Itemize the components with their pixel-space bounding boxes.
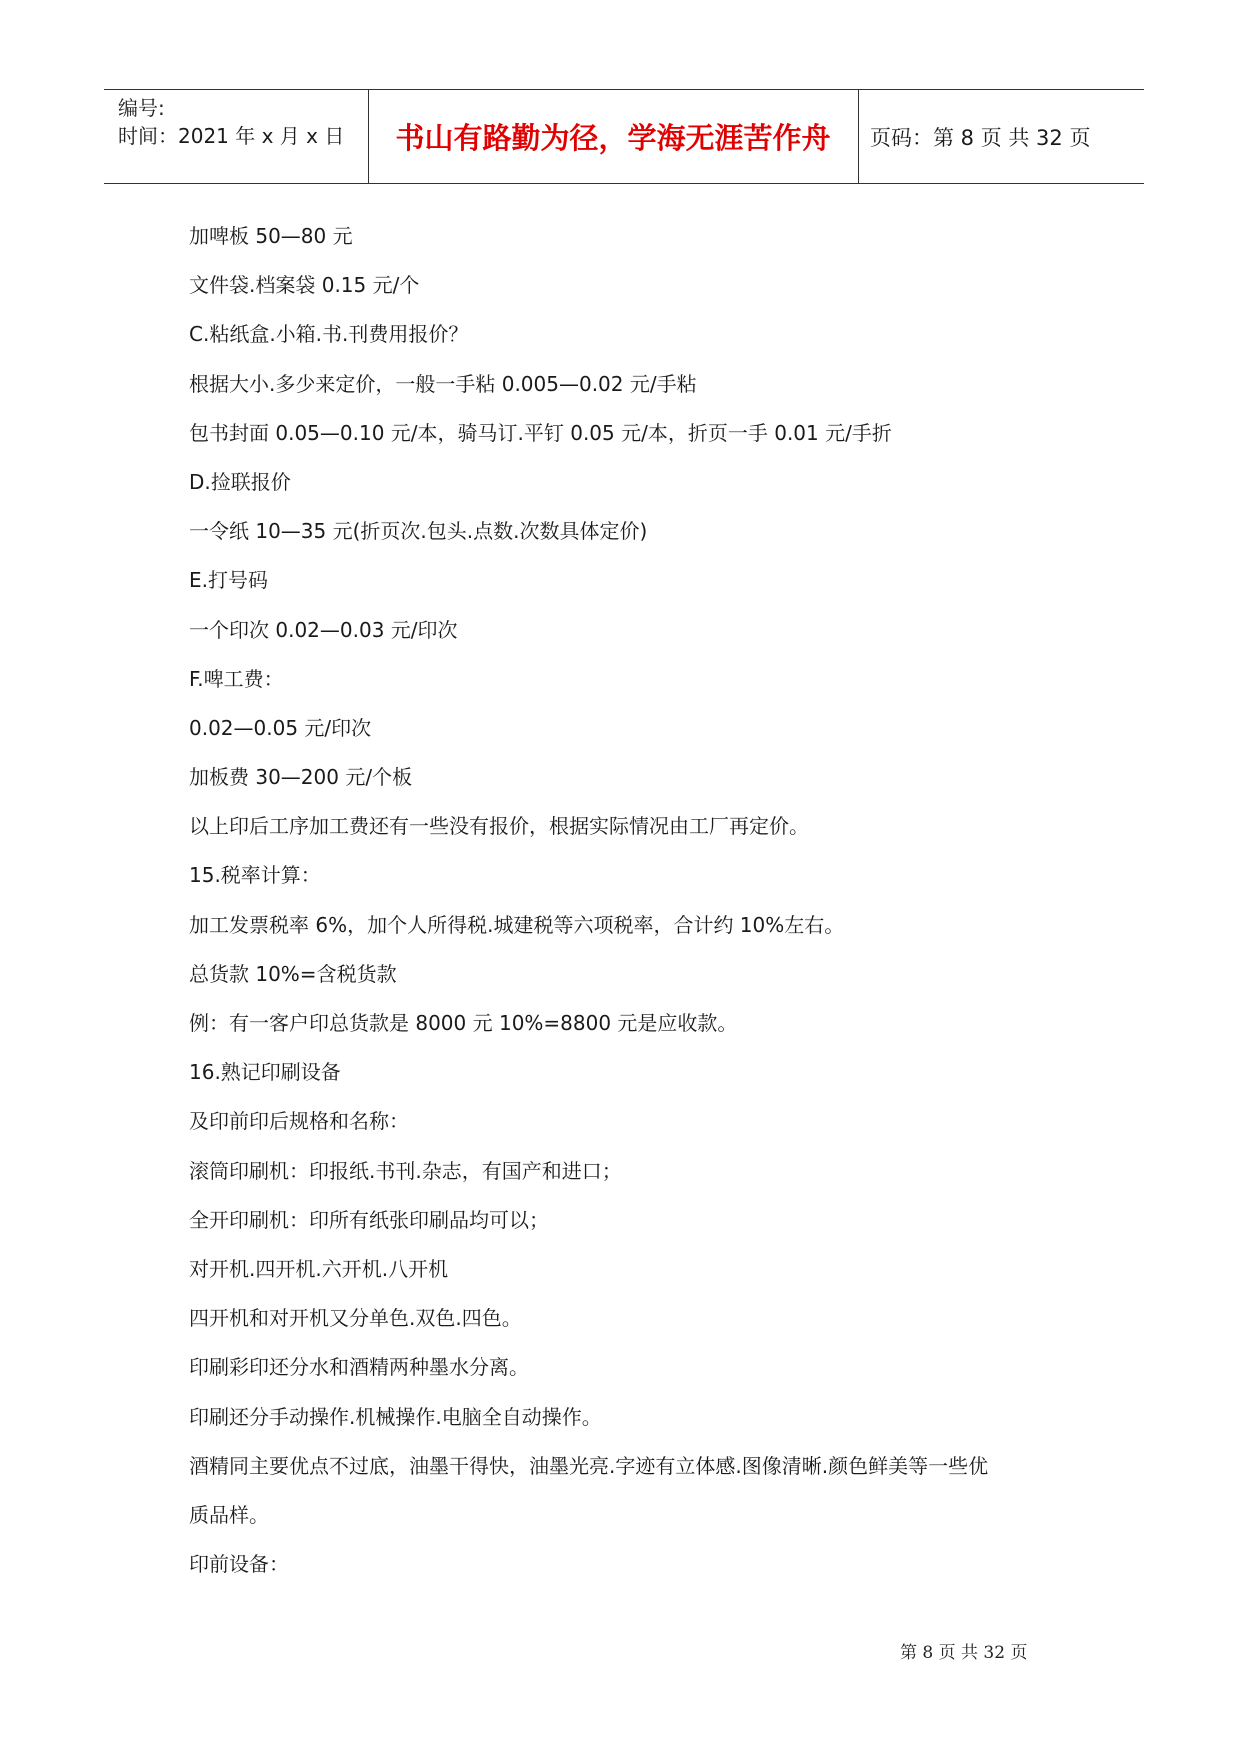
section-heading: 15.税率计算：	[189, 863, 321, 888]
header-divider-right	[858, 90, 859, 183]
body-line: 包书封面 0.05—0.10 元/本，骑马订.平钉 0.05 元/本，折页一手 0.01 元/手折	[189, 420, 892, 445]
body-line: 加工发票税率 6%，加个人所得税.城建税等六项税率，合计约 10%左右。	[189, 912, 845, 937]
document-header	[104, 89, 1144, 184]
body-line: 一个印次 0.02—0.03 元/印次	[189, 617, 458, 642]
body-line: 印刷还分手动操作.机械操作.电脑全自动操作。	[189, 1404, 602, 1429]
body-line: 加板费 30—200 元/个板	[189, 765, 413, 790]
body-line: 全开印刷机：印所有纸张印刷品均可以；	[189, 1207, 549, 1232]
section-heading: C.粘纸盒.小箱.书.刊费用报价？	[189, 322, 469, 347]
section-heading: D.捡联报价	[189, 469, 291, 494]
body-line: 总货款 10%=含税货款	[189, 961, 397, 986]
date-label: 时间：2021 年 x 月 x 日	[118, 124, 345, 148]
body-line: 对开机.四开机.六开机.八开机	[189, 1256, 449, 1281]
page-footer: 第 8 页 共 32 页	[900, 1643, 1028, 1663]
body-line: 及印前印后规格和名称：	[189, 1109, 409, 1134]
header-meta	[118, 94, 344, 150]
body-line: 例：有一客户印总货款是 8000 元 10%=8800 元是应收款。	[189, 1011, 738, 1035]
body-line: 加啤板 50—80 元	[189, 224, 353, 248]
body-line: 以上印后工序加工费还有一些没有报价，根据实际情况由工厂再定价。	[189, 814, 809, 839]
section-heading: F.啤工费：	[189, 666, 284, 691]
section-heading: 16.熟记印刷设备	[189, 1060, 341, 1085]
document-body	[189, 218, 1069, 1595]
header-page-number: 页码：第 8 页 共 32 页	[870, 125, 1091, 150]
body-line: 根据大小.多少来定价，一般一手粘 0.005—0.02 元/手粘	[189, 371, 697, 396]
serial-number-label: 编号:	[118, 96, 165, 120]
body-line: 滚筒印刷机：印报纸.书刊.杂志，有国产和进口；	[189, 1158, 622, 1183]
body-line: 四开机和对开机又分单色.双色.四色。	[189, 1306, 522, 1331]
body-line: 质品样。	[189, 1502, 269, 1527]
body-line: 酒精同主要优点不过底，油墨干得快，油墨光亮.字迹有立体感.图像清晰.颜色鲜美等一些优	[189, 1453, 989, 1478]
body-line: 印前设备：	[189, 1552, 289, 1577]
body-line: 一令纸 10—35 元(折页次.包头.点数.次数具体定价)	[189, 519, 648, 544]
section-heading: E.打号码	[189, 568, 268, 593]
body-line: 文件袋.档案袋 0.15 元/个	[189, 273, 420, 298]
body-line: 0.02—0.05 元/印次	[189, 715, 372, 740]
body-line: 印刷彩印还分水和酒精两种墨水分离。	[189, 1355, 529, 1380]
header-motto: 书山有路勤为径，学海无涯苦作舟	[395, 121, 831, 155]
